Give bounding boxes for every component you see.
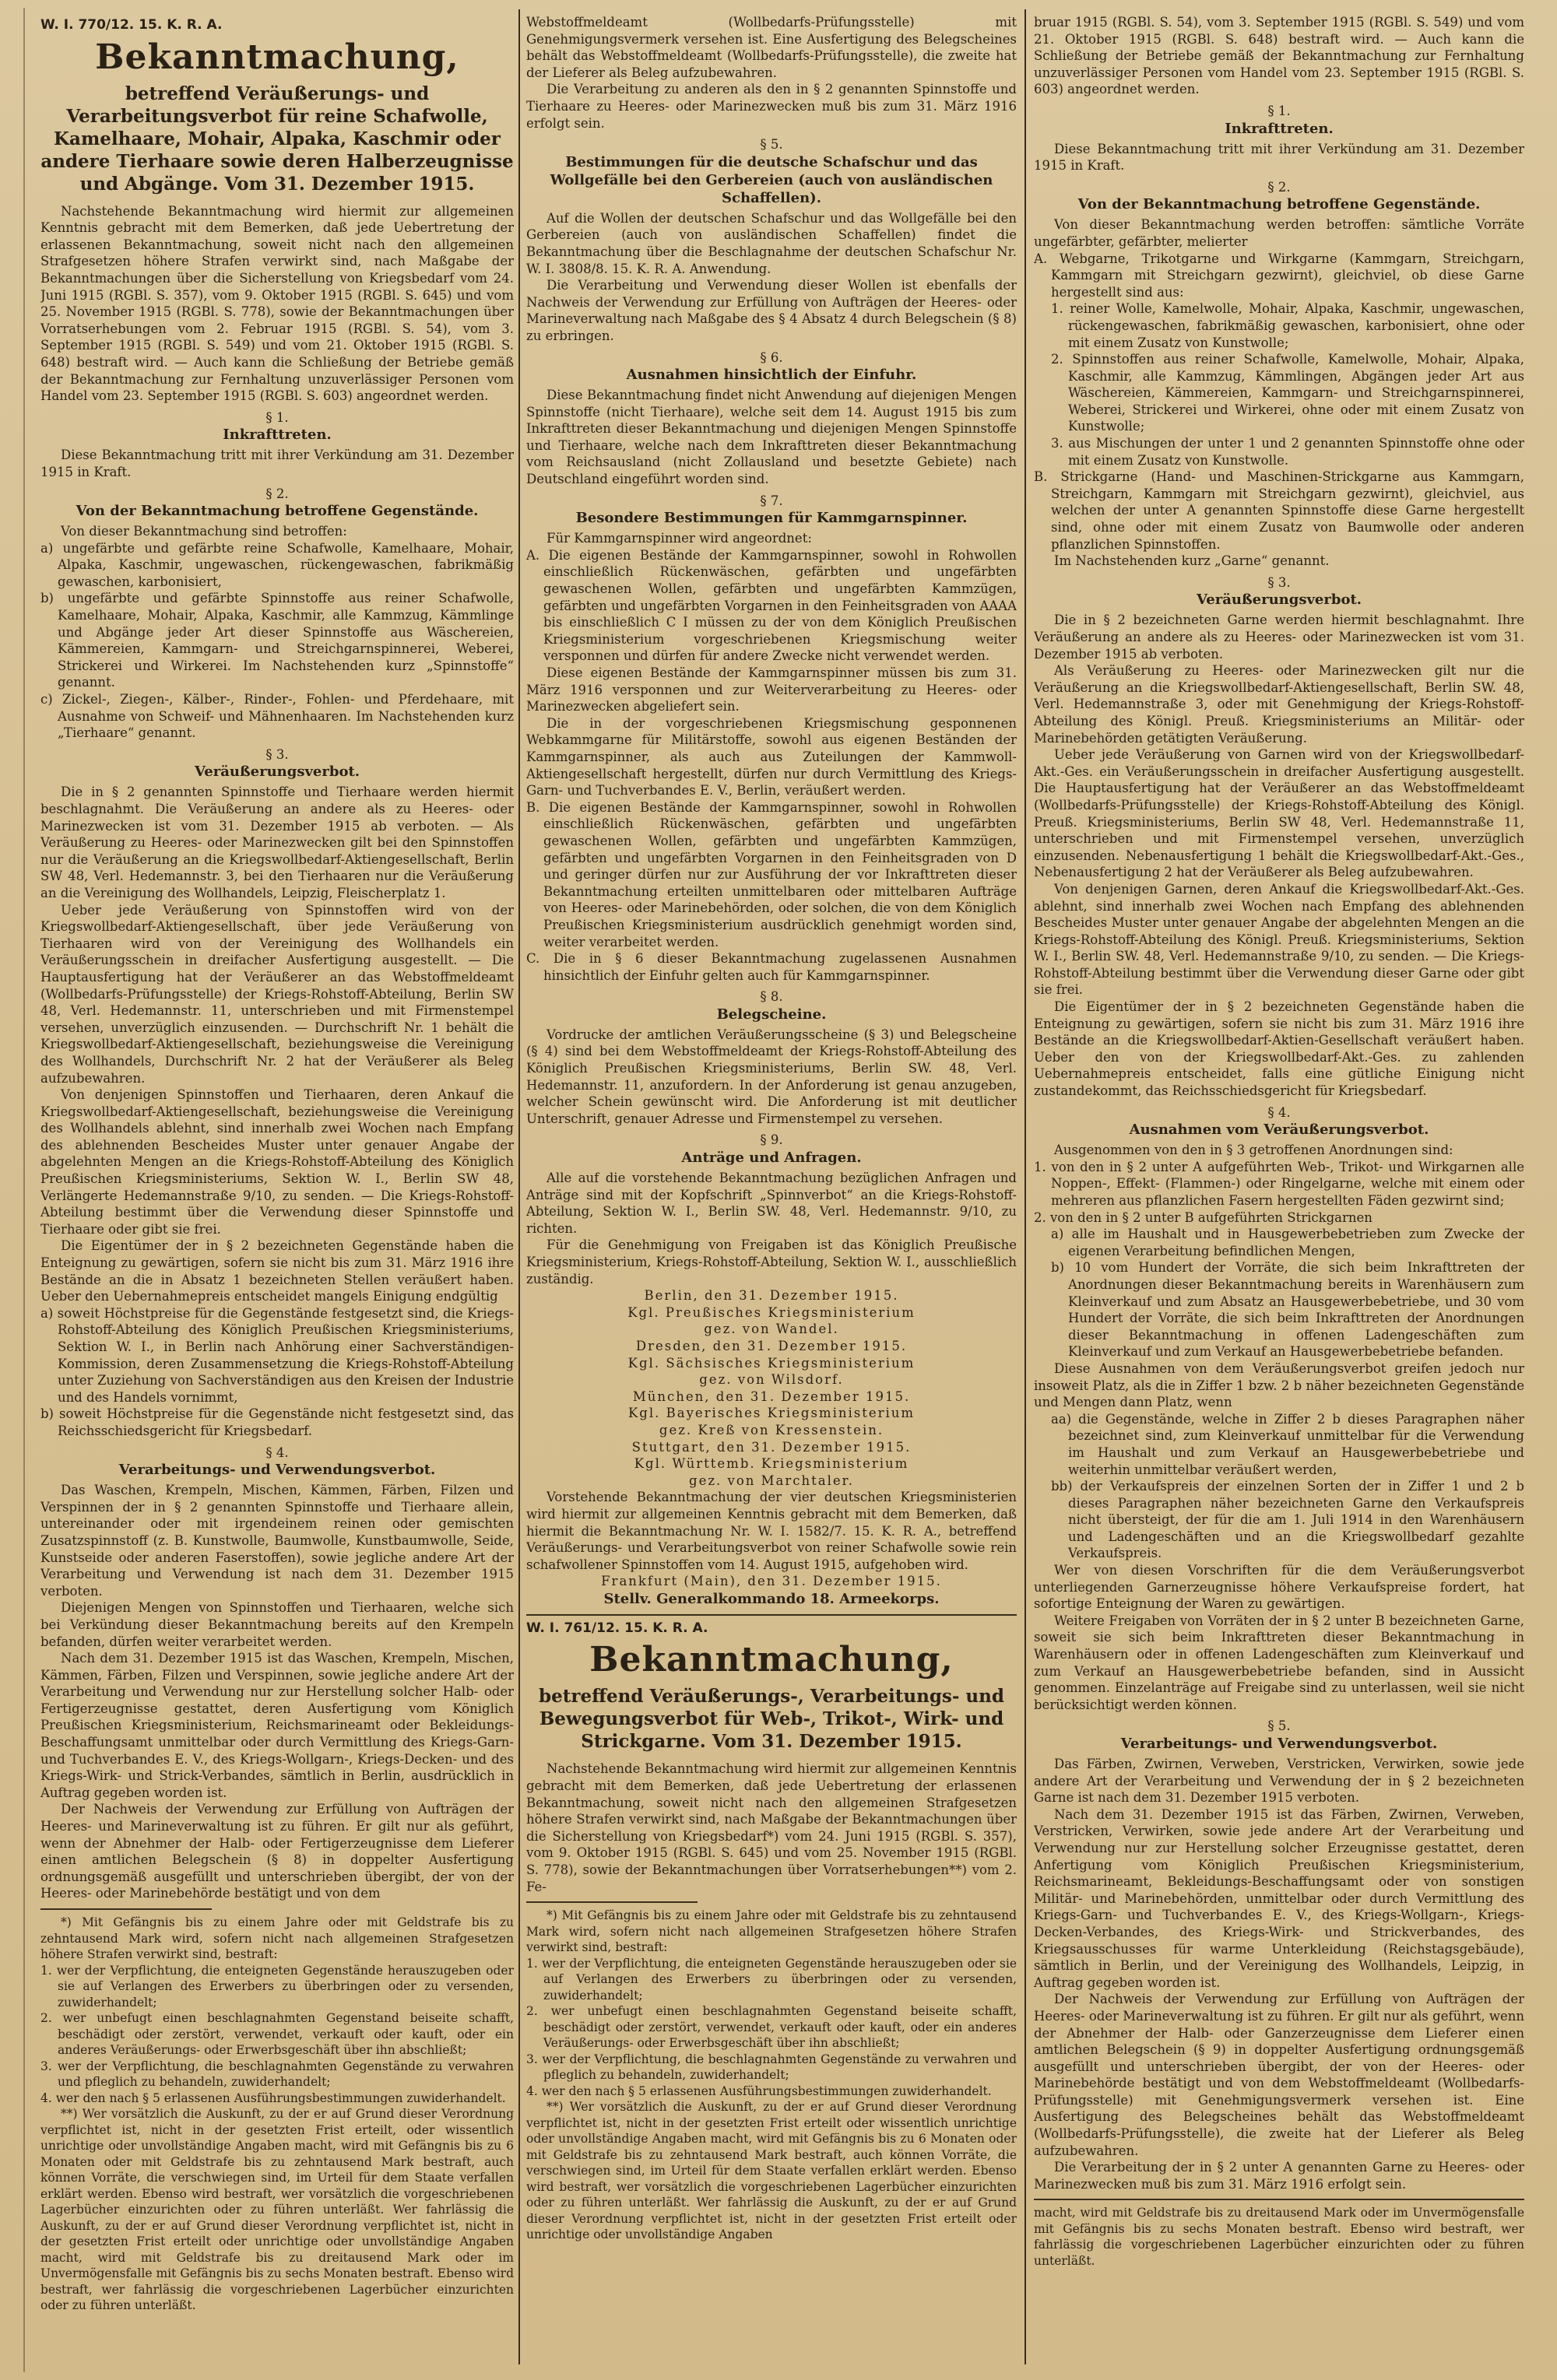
section-number: § 5.	[760, 137, 783, 153]
section-number: § 3.	[1267, 574, 1291, 590]
section-heading: Besondere Bestimmungen für Kammgarnspinner.	[575, 510, 968, 527]
signature-place: München, den 31. Dezember 1915.	[632, 1388, 911, 1404]
paragraph: Die Eigentümer der in § 2 bezeichneten Gegenstände haben die Enteignung zu gewärtigen, sofern sie nicht bis zum 31. März 1916 ihre Bestände an die Kriegswollbedarf-Aktien-Gesellschaft veräußert haben. Ueber den von der Kriegswollbedarf-Akt.-Ges. zu zahlenden Uebernahmepreis entscheidet, falls eine gütliche Einigung nicht zustandekommt, das Reichsschiedsgericht für Kriegsbedarf.	[1034, 999, 1524, 1099]
signature-authority: Kgl. Württemb. Kriegsministerium	[634, 1456, 909, 1472]
section-heading: Inkrafttreten.	[1225, 120, 1334, 137]
paragraph: Im Nachstehenden kurz „Garne“ genannt.	[1054, 553, 1330, 569]
paragraph: Für Kammgarnspinner wird angeordnet:	[547, 531, 812, 546]
list-item: 1. von den in § 2 unter A aufgeführten Web-, Trikot- und Wirkgarnen alle Noppen-, Effekt- (Flammen-) oder Ringelgarne, welche mit einem oder mehreren aus pflanzlichen Fasern hergestellten Fäden gezwirnt sind;	[1034, 1159, 1524, 1208]
paragraph: Die Verarbeitung der in § 2 unter A genannten Garne zu Heeres- oder Marinezwecken muß bis zum 31. März 1916 erfolgt sein.	[1034, 2160, 1524, 2192]
signature-place: Stuttgart, den 31. Dezember 1915.	[631, 1439, 912, 1455]
signature-place: Dresden, den 31. Dezember 1915.	[635, 1338, 908, 1353]
signature-authority: Kgl. Preußisches Kriegsministerium	[627, 1304, 916, 1320]
footnote-item: 4. wer den nach § 5 erlassenen Ausführungsbestimmungen zuwiderhandelt.	[40, 2090, 506, 2105]
section-number: § 5.	[1267, 1718, 1291, 1734]
section-heading: Verarbeitungs- und Verwendungsverbot.	[118, 1462, 436, 1479]
section-heading: Verarbeitungs- und Verwendungsverbot.	[1120, 1736, 1438, 1752]
paragraph: Diese Bekanntmachung findet nicht Anwendung auf diejenigen Mengen Spinnstoffe (nicht Tierhaare), welche seit dem 14. August 1915 bis zum Inkrafttreten dieser Bekanntmachung und diejenigen Mengen Spinnstoffe und Tierhaare, welche nach dem Inkrafttreten dieser Bekanntmachung vom Reichsausland (nicht Zollausland und besetzte Gebiete) nach Deutschland eingeführt worden sind.	[526, 388, 1017, 487]
section-heading: Anträge und Anfragen.	[681, 1150, 862, 1167]
paragraph: Diese Bekanntmachung tritt mit ihrer Verkündung am 31. Dezember 1915 in Kraft.	[40, 448, 514, 479]
footnote-item: 2. wer unbefugt einen beschlagnahmten Gegenstand beiseite schafft, beschädigt oder zerstört, verwendet, verkauft oder kauft, oder ein anderes Veräußerungs- oder Erwerbsgeschäft über ihn abschließt;	[526, 2004, 1017, 2051]
reference-number: W. I. 770/12. 15. K. R. A.	[40, 17, 223, 33]
closing-place: Frankfurt (Main), den 31. Dezember 1915.	[601, 1574, 942, 1589]
paragraph: Die Verarbeitung und Verwendung dieser Wollen ist ebenfalls der Nachweis der Verwendung zur Erfüllung von Aufträgen der Heeres- oder Marineverwaltung nach Maßgabe des § 4 Absatz 4 durch Belegschein (§ 8) zu erbringen.	[526, 278, 1017, 343]
paragraph: Nach dem 31. Dezember 1915 ist das Färben, Zwirnen, Verweben, Verstricken, Verwirken, sowie jede andere Art der Verarbeitung und Verwendung nur zur Herstellung solcher Erzeugnisse gestattet, deren Anfertigung vom Königlich Preußischen Kriegsministerium, Reichsmarineamt, Bekleidungs-Beschaffungsamt oder von sonstigen Militär- und Marinebehörden, unmittelbar oder durch Vermittlung des Kriegs-Garn- und Tuchverbandes E. V., des Kriegs-Wollgarn-, Kriegs-Decken-Verbandes, des Kriegs-Wirk- und Strickverbandes, des Kriegsausschusses für warme Unterkleidung (Reichstagsgebäude), sämtlich in Berlin, und der Vereinigung des Wollhandels, Leipzig, in Auftrag gegeben worden ist.	[1034, 1806, 1524, 1990]
list-item: a) alle im Haushalt und in Hausgewerbebetrieben zum Zwecke der eigenen Verarbeitung befindlichen Mengen,	[1051, 1227, 1524, 1258]
closing-authority: Stellv. Generalkommando 18. Armeekorps.	[603, 1590, 940, 1607]
paragraph: Wer von diesen Vorschriften für die dem Veräußerungsverbot unterliegenden Garnerzeugnisse höhere Verkaufspreise fordert, hat sofortige Enteignung der Waren zu gewärtigen.	[1034, 1563, 1524, 1612]
footnote: **) Wer vorsätzlich die Auskunft, zu der er auf Grund dieser Verordnung verpflichtet ist, nicht in der gesetzten Frist erteilt oder wissentlich unrichtige oder unvollständige Angaben macht, wird mit Gefängnis bis zu 6 Monaten oder mit Geldstrafe bis zu zehntausend Mark bestraft, auch können Vorräte, die verschwiegen sind, im Urteil für dem Staate verfallen erklärt werden. Ebenso wird bestraft, wer vorsätzlich die vorgeschriebenen Lagerbücher einzurichten oder zu führen unterläßt. Wer fahrlässig die Auskunft, zu der er auf Grund dieser Verordnung verpflichtet ist, nicht in der gesetzten Frist erteilt oder unrichtige oder unvollständige Angaben	[526, 2100, 1017, 2242]
section-number: § 4.	[1267, 1104, 1291, 1120]
announcement-subtitle: betreffend Veräußerungs-, Verarbeitungs- und Bewegungsverbot für Web-, Trikot-, Wirk- und Strickgarne. Vom 31. Dezember 1915.	[539, 1686, 1004, 1753]
paragraph: Diejenigen Mengen von Spinnstoffen und Tierhaaren, welche sich bei Verkündung dieser Bekanntmachung bereits auf den Krempeln befanden, dürfen weiter verarbeitet werden.	[40, 1600, 514, 1649]
list-item: B. Strickgarne (Hand- und Maschinen-Strickgarne aus Kammgarn, Streichgarn, Kammgarn mit Streichgarn gezwirnt), gleichviel, aus welchen der unter A genannten Spinnstoffe diese Garne hergestellt sind, ohne oder mit einem Zusatz von Baumwolle oder anderen pflanzlichen Spinnstoffen.	[1034, 469, 1524, 552]
paragraph: Die Eigentümer der in § 2 bezeichneten Gegenstände haben die Enteignung zu gewärtigen, sofern sie nicht bis zum 31. März 1916 ihre Bestände an die in Absatz 1 bezeichneten Stellen veräußert haben. Ueber den Uebernahmepreis entscheidet mangels Einigung endgültig	[40, 1238, 514, 1304]
column-rule	[518, 9, 520, 2364]
footnote-item: 4. wer den nach § 5 erlassenen Ausführungsbestimmungen zuwiderhandelt.	[526, 2083, 992, 2098]
announcement-title: Bekanntmachung,	[95, 37, 459, 77]
footnote-item: 1. wer der Verpflichtung, die enteigneten Gegenstände herauszugeben oder sie auf Verlangen des Erwerbers zu überbringen oder zu versenden, zuwiderhandelt;	[526, 1956, 1017, 2003]
section-heading: Veräußerungsverbot.	[194, 763, 360, 781]
list-item: aa) die Gegenstände, welche in Ziffer 2 b dieses Paragraphen näher bezeichnet sind, zum Kleinverkauf unmittelbar für die Verwendung im Haushalt und zum Verkauf an Hausgewerbebetriebe und weiterhin unmittelbar veräußert werden,	[1051, 1411, 1524, 1477]
section-number: § 1.	[1267, 103, 1291, 118]
section-heading: Ausnahmen vom Veräußerungsverbot.	[1129, 1122, 1429, 1139]
section-heading: Ausnahmen hinsichtlich der Einfuhr.	[626, 367, 917, 384]
column-3	[1034, 14, 1524, 2364]
list-item: bb) der Verkaufspreis der einzelnen Sorten der in Ziffer 1 und 2 b dieses Paragraphen näher bezeichneten Garne den Verkaufspreis nicht übersteigt, der für die am 1. Juli 1914 in den Warenhäusern und Ladengeschäften und an die Kriegswollbedarf gezahlte Verkaufspreis.	[1051, 1479, 1524, 1561]
section-number: § 2.	[265, 486, 289, 501]
section-heading: Veräußerungsverbot.	[1196, 591, 1362, 609]
column-2	[526, 14, 1017, 2364]
closing-paragraph: Vorstehende Bekanntmachung der vier deutschen Kriegsministerien wird hiermit zur allgemeinen Kenntnis gebracht mit dem Bemerken, daß hiermit die Bekanntmachung Nr. W. I. 1582/7. 15. K. R. A., betreffend Veräußerungs- und Verarbeitungsverbot von reiner Schafwolle sowie rein schafwollener Spinnstoffen vom 14. August 1915, aufgehoben wird.	[526, 1490, 1017, 1572]
signature-name: gez. von Wandel.	[704, 1322, 839, 1337]
section-number: § 2.	[1267, 179, 1291, 195]
list-item: b) soweit Höchstpreise für die Gegenstände nicht festgesetzt sind, das Reichsschiedsgericht für Kriegsbedarf.	[40, 1406, 514, 1438]
paragraph: Die in § 2 bezeichneten Garne werden hiermit beschlagnahmt. Ihre Veräußerung an andere als zu Heeres- oder Marinezwecken ist vom 31. Dezember 1915 ab verboten.	[1034, 613, 1524, 662]
list-item: A. Webgarne, Trikotgarne und Wirkgarne (Kammgarn, Streichgarn, Kammgarn mit Streichgarn gezwirnt), gleichviel, ob diese Garne hergestellt sind aus:	[1034, 251, 1524, 300]
paragraph: Die Verarbeitung zu anderen als den in § 2 genannten Spinnstoffe und Tierhaare zu Heeres- oder Marinezwecken muß bis zum 31. März 1916 erfolgt sein.	[526, 82, 1017, 131]
list-item: c) Zickel-, Ziegen-, Kälber-, Rinder-, Fohlen- und Pferdehaare, mit Ausnahme von Schweif- und Mähnenhaaren. Im Nachstehenden kurz „Tierhaare“ genannt.	[40, 692, 514, 741]
section-heading: Von der Bekanntmachung betroffene Gegenstände.	[76, 503, 479, 520]
footnote-divider	[1034, 2199, 1524, 2200]
list-item: 1. reiner Wolle, Kamelwolle, Mohair, Alpaka, Kaschmir, ungewaschen, rückengewaschen, fabrikmäßig gewaschen, karbonisiert, ohne oder mit einem Zusatz von Kunstwolle;	[1051, 301, 1524, 350]
section-number: § 8.	[760, 989, 783, 1005]
section-number: § 4.	[265, 1444, 289, 1460]
paragraph: Von dieser Bekanntmachung werden betroffen: sämtliche Vorräte ungefärbter, gefärbter, melierter	[1034, 217, 1524, 249]
signature-name: gez. Kreß von Kressenstein.	[659, 1422, 884, 1437]
paragraph: bruar 1915 (RGBl. S. 54), vom 3. September 1915 (RGBl. S. 549) und vom 21. Oktober 1915 (RGBl. S. 648) bestraft wird. — Auch kann die Schließung der Betriebe gemäß der Bekanntmachung zur Fernhaltung unzuverlässiger Personen vom Handel vom 23. September 1915 (RGBl. S. 603) angeordnet werden.	[1034, 15, 1524, 97]
announcement-title: Bekanntmachung,	[589, 1640, 954, 1680]
list-item: B. Die eigenen Bestände der Kammgarnspinner, sowohl in Rohwollen einschließlich Rückenwäschen, gefärbten und ungefärbten gewaschenen Wollen, gefärbten und ungefärbten Kammzügen, gefärbten und ungefärbten Vorgarnen in den Feinheitsgraden von D und geringer dürfen nur zur Ausführung der vor Inkrafttreten dieser Bekanntmachung erteilten unmittelbaren oder mittelbaren Aufträge von Heeres- oder Marinebehörden, oder solchen, die von dem Königlich Preußischen Kriegsministerium ausdrücklich genehmigt worden sind, weiter verarbeitet werden.	[526, 799, 1017, 950]
paragraph: Auf die Wollen der deutschen Schafschur und das Wollgefälle bei den Gerbereien (auch von ausländischen Schaffellen) findet die Bekanntmachung über die Beschlagnahme der deutschen Schafschur Nr. W. I. 3808/8. 15. K. R. A. Anwendung.	[526, 210, 1017, 276]
signature-authority: Kgl. Sächsisches Kriegsministerium	[627, 1355, 916, 1371]
footnote: *) Mit Gefängnis bis zu einem Jahre oder mit Geldstrafe bis zu zehntausend Mark wird, sofern nicht nach allgemeinen Strafgesetzen höhere Strafen verwirkt sind, bestraft:	[526, 1908, 1017, 1955]
list-item: 2. Spinnstoffen aus reiner Schafwolle, Kamelwolle, Mohair, Alpaka, Kaschmir, alle Kammzug, Kämmlingen, Abgängen jeder Art aus Wäschereien, Kämmereien, Kammgarn- und Streichgarnspinnerei, Weberei, Strickerei und Wirkerei, ohne oder mit einem Zusatz von Kunstwolle;	[1051, 352, 1524, 434]
page-edge	[23, 8, 25, 2372]
footnote-item: 3. wer der Verpflichtung, die beschlagnahmten Gegenstände zu verwahren und pfleglich zu behandeln, zuwiderhandelt;	[40, 2059, 514, 2089]
paragraph: Von denjenigen Garnen, deren Ankauf die Kriegswollbedarf-Akt.-Ges. ablehnt, sind innerhalb zwei Wochen nach Empfang des ablehnenden Bescheides Muster unter genauer Angabe der abgelehnten Mengen an die Kriegs-Rohstoff-Abteilung des Königl. Preuß. Kriegsministeriums, Sektion W. I., Berlin SW. 48, Verl. Hedemannstraße 9/10, zu senden. — Die Kriegs-Rohstoff-Abteilung bestimmt über die Verwendung dieser Garne oder gibt sie frei.	[1034, 881, 1524, 998]
footnote: *) Mit Gefängnis bis zu einem Jahre oder mit Geldstrafe bis zu zehntausend Mark wird, sofern nicht nach allgemeinen Strafgesetzen höhere Strafen verwirkt sind, bestraft:	[40, 1915, 514, 1961]
reference-number: W. I. 761/12. 15. K. R. A.	[526, 1620, 708, 1636]
paragraph: Von dieser Bekanntmachung sind betroffen:	[61, 524, 347, 539]
paragraph: Für die Genehmigung von Freigaben ist das Königlich Preußische Kriegsministerium, Kriegs-Rohstoff-Abteilung, Sektion W. I., ausschließlich zuständig.	[526, 1237, 1017, 1287]
paragraph: Diese Bekanntmachung tritt mit ihrer Verkündung am 31. Dezember 1915 in Kraft.	[1034, 141, 1524, 174]
list-item: a) soweit Höchstpreise für die Gegenstände festgesetzt sind, die Kriegs-Rohstoff-Abteilung des Königlich Preußischen Kriegsministeriums, Sektion W. I., in Berlin nach Anhörung einer Sachverständigen-Kommission, deren Zusammensetzung die Kriegs-Rohstoff-Abteilung unter Zuziehung von Sachverständigen aus den Kreisen der Industrie und des Handels vornimmt,	[40, 1305, 514, 1405]
column-rule	[1025, 9, 1026, 2364]
section-number: § 1.	[265, 409, 289, 425]
announcement-subtitle: betreffend Veräußerungs- und Verarbeitungsverbot für reine Schafwolle, Kamelhaare, Mohair, Alpaka, Kaschmir oder andere Tierhaare sowie deren Halberzeugnisse und Abgänge. Vom 31. Dezember 1915.	[40, 82, 514, 195]
paragraph: Weitere Freigaben von Vorräten der in § 2 unter B bezeichneten Garne, soweit sie sich beim Inkrafttreten dieser Bekanntmachung in Warenhäusern oder in offenen Ladengeschäften zum Kleinverkauf und zum Verkauf an Hausgewerbebetriebe befanden, sind in Aussicht genommen. Einzelanträge auf Freigabe sind zu unterlassen, weil sie nicht berücksichtigt werden können.	[1034, 1613, 1524, 1712]
list-item: a) ungefärbte und gefärbte reine Schafwolle, Kamelhaare, Mohair, Alpaka, Kaschmir, ungewaschen, rückengewaschen, fabrikmäßig gewaschen, karbonisiert,	[40, 540, 514, 589]
list-item: C. Die in § 6 dieser Bekanntmachung zugelassenen Ausnahmen hinsichtlich der Einfuhr gelten auch für Kammgarnspinner.	[526, 951, 1017, 983]
paragraph: Die in § 2 genannten Spinnstoffe und Tierhaare werden hiermit beschlagnahmt. Die Veräußerung an andere als zu Heeres- oder Marinezwecken ist vom 31. Dezember 1915 ab verboten. — Als Veräußerung zu Heeres- oder Marinezwecken gilt bei den Spinnstoffen nur die Veräußerung an die Kriegswollbedarf-Aktiengesellschaft, Berlin SW 48, Verl. Hedemannstr. 3, bei den Tierhaaren nur die Veräußerung an die Vereinigung des Wollhandels, Leipzig, Fleischerplatz 1.	[40, 785, 514, 900]
paragraph: Ueber jede Veräußerung von Garnen wird von der Kriegswollbedarf-Akt.-Ges. ein Veräußerungsschein in dreifacher Ausfertigung ausgestellt. Die Hauptausfertigung hat der Veräußerer an das Webstoffmeldeamt (Wollbedarfs-Prüfungsstelle) der Kriegs-Rohstoff-Abteilung des Königl. Preuß. Kriegsministeriums, Berlin SW 48, Verl. Hedemannstraße 11, unterschrieben und mit Firmenstempel versehen, unverzüglich einzusenden. Nebenausfertigung 1 behält die Kriegswollbedarf-Akt.-Ges., Nebenausfertigung 2 hat der Veräußerer als Beleg aufzubewahren.	[1034, 747, 1524, 880]
paragraph: Nach dem 31. Dezember 1915 ist das Waschen, Krempeln, Mischen, Kämmen, Färben, Filzen und Verspinnen, sowie jegliche andere Art der Verarbeitung und Verwendung nur zur Herstellung solcher Halb- oder Fertigerzeugnisse gestattet, deren Ausfertigung vom Königlich Preußischen Kriegsministerium, Reichsmarineamt oder Bekleidungs-Beschaffungsamt unmittelbar oder durch Vermittlung des Kriegs-Garn- und Tuchverbandes E. V., des Kriegs-Wollgarn-, Kriegs-Decken- und des Kriegs-Wirk- und Strick-Verbandes, sämtlich in Berlin, ausdrücklich in Auftrag gegeben worden ist.	[40, 1651, 514, 1800]
list-item: 2. von den in § 2 unter B aufgeführten Strickgarnen	[1034, 1209, 1372, 1225]
list-item: A. Die eigenen Bestände der Kammgarnspinner, sowohl in Rohwollen einschließlich Rückenwäschen, gefärbten und ungefärbten gewaschenen Wollen, gefärbten und ungefärbten Kammzügen, gefärbten und ungefärbten Vorgarnen in den Feinheitsgraden von AAAA bis einschließlich C I müssen zu der von dem Königlich Preußischen Kriegsministerium vorgeschriebenen Kriegsmischung weiter versponnen und dürfen für andere Zwecke nicht verwendet werden.	[526, 547, 1017, 664]
section-heading: Inkrafttreten.	[223, 427, 332, 444]
signature-authority: Kgl. Bayerisches Kriegsministerium	[627, 1406, 916, 1421]
paragraph: Der Nachweis der Verwendung zur Erfüllung von Aufträgen der Heeres- und Marineverwaltung ist zu führen. Er gilt nur als geführt, wenn der Abnehmer der Halb- oder Fertigerzeugnisse dem Lieferer einen amtlichen Belegschein (§ 8) in doppelter Ausfertigung ordnungsgemäß ausgefüllt und unterschrieben übergibt, der von der Heeres- oder Marinebehörde bestätigt und von dem	[40, 1802, 514, 1901]
section-number: § 3.	[265, 746, 289, 762]
paragraph: Diese Ausnahmen von dem Veräußerungsverbot greifen jedoch nur insoweit Platz, als die in Ziffer 1 bzw. 2 b näher bezeichneten Gegenstände und Mengen dann Platz, wenn	[1034, 1360, 1524, 1410]
intro-paragraph: Nachstehende Bekanntmachung wird hiermit zur allgemeinen Kenntnis gebracht mit dem Bemerken, daß jede Uebertretung der erlassenen Bekanntmachung, soweit nicht nach den allgemeinen Strafgesetzen höhere Strafen verwirkt sind, nach Maßgabe der Bekanntmachungen über die Sicherstellung von Kriegsbedarf*) vom 24. Juni 1915 (RGBl. S. 357), vom 9. Oktober 1915 (RGBl. S. 645) und vom 25. November 1915 (RGBl. S. 778), sowie der Bekanntmachungen über Vorratserhebungen**) vom 2. Fe-	[526, 1761, 1017, 1894]
list-item: 3. aus Mischungen der unter 1 und 2 genannten Spinnstoffe ohne oder mit einem Zusatz von Kunstwolle.	[1051, 436, 1524, 468]
paragraph: Von denjenigen Spinnstoffen und Tierhaaren, deren Ankauf die Kriegswollbedarf-Aktiengesellschaft, beziehungsweise die Vereinigung des Wollhandels ablehnt, sind innerhalb zwei Wochen nach Empfang des ablehnenden Bescheides Muster unter genauer Angabe der abgelehnten Mengen an die Kriegs-Rohstoff-Abteilung des Königlich Preußischen Kriegsministeriums, Sektion W. I., Berlin SW 48, Verlängerte Hedemannstraße 9/10, zu senden. — Die Kriegs-Rohstoff-Abteilung bestimmt über die Verwendung dieser Spinnstoffe und Tierhaare oder gibt sie frei.	[40, 1087, 514, 1237]
paragraph: Die in der vorgeschriebenen Kriegsmischung gesponnenen Webkammgarne für Militärstoffe, sowohl aus eigenen Beständen der Kammgarnspinner, als auch aus Zuteilungen der Kammwoll-Aktiengesellschaft hergestellt, dürfen nur durch Vermittlung des Kriegs-Garn- und Tuchverbandes E. V., Berlin, veräußert werden.	[526, 715, 1017, 799]
section-number: § 9.	[760, 1132, 783, 1148]
paragraph: Webstoffmeldeamt (Wollbedarfs-Prüfungsstelle) mit Genehmigungsvermerk versehen ist. Eine Ausfertigung des Belegscheines behält das Webstoffmeldeamt (Wollbedarfs-Prüfungsstelle), die zweite hat der Lieferer als Beleg aufzubewahren.	[526, 15, 1017, 80]
section-number: § 6.	[760, 349, 783, 365]
footnote-divider	[526, 1901, 698, 1903]
list-item: b) ungefärbte und gefärbte Spinnstoffe aus reiner Schafwolle, Kamelhaare, Mohair, Alpaka, Kaschmir, alle Kammzug, Kämmlinge und Abgänge jeder Art dieser Spinnstoffe aus Wäschereien, Kämmereien, Kammgarn- und Streichgarnspinnerei, Weberei, Strickerei und Wirkerei. Im Nachstehenden kurz „Spinnstoffe“ genannt.	[40, 591, 514, 690]
section-heading: Von der Bekanntmachung betroffene Gegenstände.	[1077, 196, 1481, 213]
footnote: **) Wer vorsätzlich die Auskunft, zu der er auf Grund dieser Verordnung verpflichtet ist, nicht in der gesetzten Frist erteilt, oder wissentlich unrichtige oder unvollständige Angaben macht, wird mit Gefängnis bis zu 6 Monaten oder mit Geldstrafe bis zu zehntausend Mark bestraft, auch können Vorräte, die verschwiegen sind, im Urteil für dem Staate verfallen erklärt werden. Ebenso wird bestraft, wer vorsätzlich die vorgeschriebenen Lagerbücher einzurichten oder zu führen unterläßt. Wer fahrlässig die Auskunft, zu der er auf Grund dieser Verordnung verpflichtet ist, nicht in der gesetzten Frist erteilt oder unrichtige oder unvollständige Angaben macht, wird mit Geldstrafe bis zu dreitausend Mark oder im Unvermögensfalle mit Gefängnis bis zu sechs Monaten bestraft. Ebenso wird bestraft, wer fahrlässig die vorgeschriebenen Lagerbücher einzurichten oder zu führen unterläßt.	[40, 2107, 514, 2312]
list-item: b) 10 vom Hundert der Vorräte, die sich beim Inkrafttreten der Anordnungen dieser Bekanntmachung bereits in Warenhäusern zum Kleinverkauf und zum Absatz an Hausgewerbebetriebe, und 30 vom Hundert der Vorräte, die sich beim Inkrafttreten der Anordnungen dieser Bekanntmachung in offenen Ladengeschäften zum Kleinverkauf und zum Verkauf an Hausgewerbebetriebe befanden.	[1051, 1260, 1524, 1360]
paragraph: Diese eigenen Bestände der Kammgarnspinner müssen bis zum 31. März 1916 versponnen und zur Weiterverarbeitung zu Heeres- oder Marinezwecken abgeliefert sein.	[526, 665, 1017, 714]
paragraph: Ausgenommen von den in § 3 getroffenen Anordnungen sind:	[1054, 1143, 1453, 1158]
paragraph: Das Färben, Zwirnen, Verweben, Verstricken, Verwirken, sowie jede andere Art der Verarbeitung und Verwendung der in § 2 bezeichneten Garne ist nach dem 31. Dezember 1915 verboten.	[1034, 1757, 1524, 1806]
footnote-item: 3. wer der Verpflichtung, die beschlagnahmten Gegenstände zu verwahren und pfleglich zu behandeln, zuwiderhandelt;	[526, 2052, 1017, 2083]
announcement-divider	[526, 1614, 1017, 1616]
section-heading: Belegscheine.	[716, 1006, 827, 1023]
paragraph: Ueber jede Veräußerung von Spinnstoffen wird von der Kriegswollbedarf-Aktiengesellschaft, über jede Veräußerung von Tierhaaren wird von der Vereinigung des Wollhandels ein Veräußerungsschein in dreifacher Ausfertigung ausgestellt. — Die Hauptausfertigung hat der Veräußerer an das Webstoffmeldeamt (Wollbedarfs-Prüfungsstelle) der Kriegs-Rohstoff-Abteilung, Berlin SW 48, Verl. Hedemannstr. 11, unterschrieben und mit Firmenstempel versehen, unverzüglich einzusenden. — Durchschrift Nr. 1 behält die Kriegswollbedarf-Aktiengesellschaft, beziehungsweise die Vereinigung des Wollhandels, Durchschrift Nr. 2 hat der Veräußerer als Beleg aufzubewahren.	[40, 902, 514, 1086]
column-1	[40, 14, 514, 2364]
signature-name: gez. von Wilsdorf.	[699, 1372, 844, 1388]
footnote-item: 1. wer der Verpflichtung, die enteigneten Gegenstände herauszugeben oder sie auf Verlangen des Erwerbers zu überbringen oder zu versenden, zuwiderhandelt;	[40, 1963, 514, 2010]
footnote-item: 2. wer unbefugt einen beschlagnahmten Gegenstand beiseite schafft, beschädigt oder zerstört, verwendet, verkauft oder kauft, oder ein anderes Veräußerungs- oder Erwerbsgeschäft über ihn abschließt;	[40, 2011, 514, 2057]
intro-paragraph: Nachstehende Bekanntmachung wird hiermit zur allgemeinen Kenntnis gebracht mit dem Bemerken, daß jede Uebertretung der erlassenen Bekanntmachung, soweit nicht nach den allgemeinen Strafgesetzen höhere Strafen verwirkt sind, nach Maßgabe der Bekanntmachungen über die Sicherstellung von Kriegsbedarf vom 24. Juni 1915 (RGBl. S. 357), vom 9. Oktober 1915 (RGBl. S. 645) und vom 25. November 1915 (RGBl. S. 778), sowie der Bekanntmachungen über Vorratserhebungen vom 2. Februar 1915 (RGBl. S. 54), vom 3. September 1915 (RGBl. S. 549) und vom 21. Oktober 1915 (RGBl. S. 648) bestraft wird. — Auch kann die Schließung der Betriebe gemäß der Bekanntmachung zur Fernhaltung unzuverlässiger Personen vom Handel vom 23. September 1915 (RGBl. S. 603) angeordnet werden.	[40, 203, 514, 404]
paragraph: Vordrucke der amtlichen Veräußerungsscheine (§ 3) und Belegscheine (§ 4) sind bei dem Webstoffmeldeamt der Kriegs-Rohstoff-Abteilung des Königlich Preußischen Kriegsministeriums, Berlin SW. 48, Verl. Hedemannstr. 11, anzufordern. In der Anforderung ist genau anzugeben, welcher Schein gewünscht wird. Die Anforderung ist mit deutlicher Unterschrift, genauer Adresse und Firmenstempel zu versehen.	[526, 1027, 1017, 1126]
paragraph: Das Waschen, Krempeln, Mischen, Kämmen, Färben, Filzen und Verspinnen der in § 2 genannten Spinnstoffe und Tierhaare allein, untereinander oder mit irgendeinem reinen oder gemischten Zusatzspinnstoff (z. B. Kunstwolle, Baumwolle, Kunstbaumwolle, Seide, Kunstseide oder anderen Faserstoffen), sowie jegliche andere Art der Verarbeitung und Verwendung ist nach dem 31. Dezember 1915 verboten.	[40, 1483, 514, 1599]
section-number: § 7.	[760, 493, 783, 508]
paragraph: Als Veräußerung zu Heeres- oder Marinezwecken gilt nur die Veräußerung an die Kriegswollbedarf-Aktiengesellschaft, Berlin SW. 48, Verl. Hedemannstraße 3, oder mit Genehmigung der Kriegs-Rohstoff-Abteilung des Königl. Preuß. Kriegsministeriums an Militär- oder Marinebehörden getätigten Veräußerung.	[1034, 663, 1524, 746]
paragraph: Der Nachweis der Verwendung zur Erfüllung von Aufträgen der Heeres- oder Marineverwaltung ist zu führen. Er gilt nur als geführt, wenn der Abnehmer der Halb- oder Ganzerzeugnisse dem Lieferer einen amtlichen Belegschein (§ 9) in doppelter Ausfertigung ordnungsgemäß ausgefüllt und unterschrieben übergibt, der von der Heeres- oder Marinebehörde bestätigt und von dem Webstoffmeldeamt (Wollbedarfs-Prüfungsstelle) mit Genehmigungsvermerk versehen ist. Eine Ausfertigung des Belegscheines behält das Webstoffmeldeamt (Wollbedarfs-Prüfungsstelle), die zweite hat der Lieferer als Beleg aufzubewahren.	[1034, 1992, 1524, 2158]
signature-name: gez. von Marchtaler.	[689, 1473, 854, 1488]
paragraph: Alle auf die vorstehende Bekanntmachung bezüglichen Anfragen und Anträge sind mit der Kopfschrift „Spinnverbot“ an die Kriegs-Rohstoff-Abteilung, Sektion W. I., Berlin SW. 48, Verl. Hedemannstr. 9/10, zu richten.	[526, 1171, 1017, 1236]
section-heading: Bestimmungen für die deutsche Schafschur und das Wollgefälle bei den Gerbereien (auch von ausländischen Schaffellen).	[550, 153, 993, 206]
footnote-divider	[40, 1908, 212, 1910]
signature-place: Berlin, den 31. Dezember 1915.	[644, 1288, 899, 1304]
footnote: macht, wird mit Geldstrafe bis zu dreitausend Mark oder im Unvermögensfalle mit Gefängnis bis zu sechs Monaten bestraft. Ebenso wird bestraft, wer fahrlässig die vorgeschriebenen Lagerbücher einzurichten oder zu führen unterläßt.	[1034, 2206, 1524, 2268]
